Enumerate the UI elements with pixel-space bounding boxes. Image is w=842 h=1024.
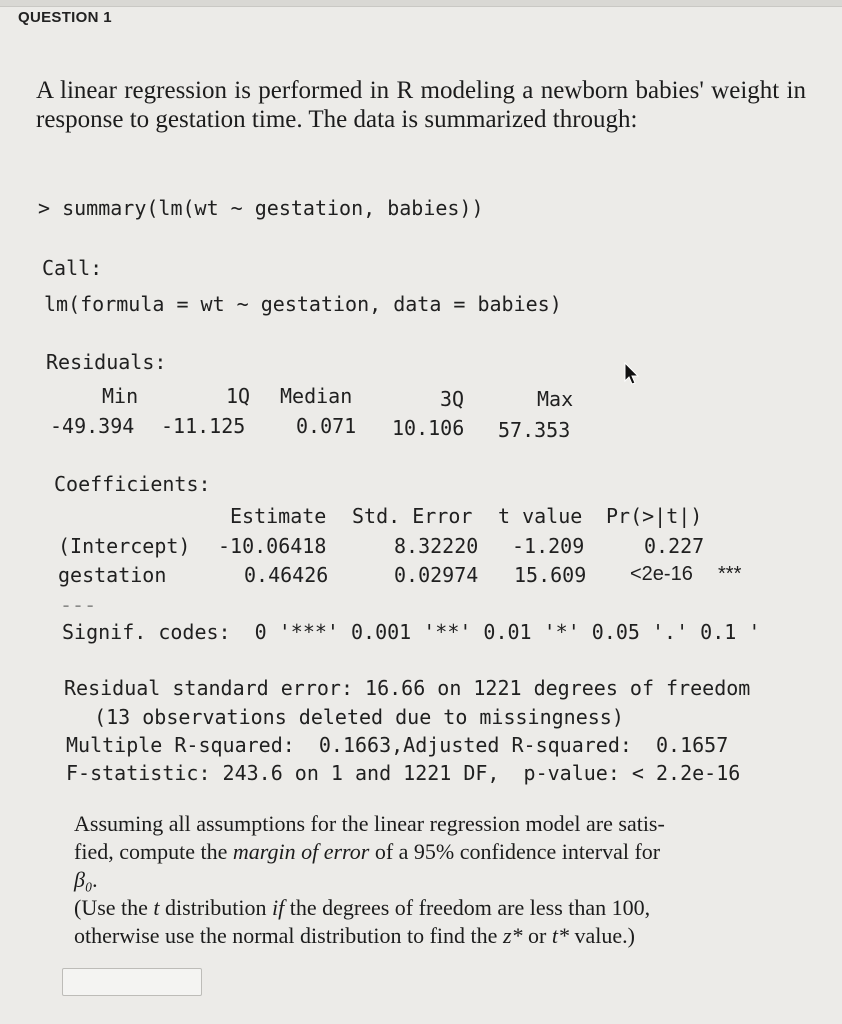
residuals-header: 3Q [440, 387, 465, 411]
r-squared: Multiple R-squared: 0.1663,Adjusted R-squared: 0.1657 [66, 733, 729, 757]
call-label: Call: [42, 256, 103, 280]
coef-std-error: 8.32220 [394, 534, 479, 558]
coefficients-label: Coefficients: [54, 472, 211, 496]
residuals-header: Min [102, 384, 139, 408]
prompt-emphasis: if [272, 895, 285, 920]
coef-row-name: (Intercept) [58, 534, 191, 558]
prompt-line [74, 838, 794, 866]
coef-header: t value [498, 504, 583, 528]
coef-estimate: -10.06418 [218, 534, 327, 558]
residuals-label: Residuals: [46, 350, 167, 374]
prompt-line [74, 922, 794, 950]
residual-value: -11.125 [161, 414, 246, 438]
question-intro: A linear regression is performed in R modeling a newborn babies' weight in response to gestation time. The data is summarized through: [36, 77, 806, 133]
prompt-emphasis: t* [551, 923, 569, 948]
prompt-emphasis: t [153, 895, 160, 920]
call-formula: lm(formula = wt ~ gestation, data = babies) [44, 292, 562, 316]
prompt-line [74, 810, 794, 838]
prompt-text: fied, compute the [74, 839, 233, 864]
residuals-header: Max [537, 387, 574, 411]
residual-value: 57.353 [498, 418, 571, 442]
prompt-line [74, 866, 794, 894]
question-prompt [74, 810, 794, 950]
coef-t-value: 15.609 [514, 563, 587, 587]
residual-value: 10.106 [392, 416, 465, 440]
f-statistic: F-statistic: 243.6 on 1 and 1221 DF, p-value: < 2.2e-16 [66, 761, 741, 785]
observations-deleted: (13 observations deleted due to missingness) [70, 705, 624, 729]
residual-standard-error: Residual standard error: 16.66 on 1221 degrees of freedom [64, 676, 751, 700]
prompt-text: or [522, 923, 552, 948]
question-header: QUESTION 1 [18, 9, 112, 26]
prompt-text: (Use the [74, 895, 154, 920]
prompt-text: the degrees of freedom are less than 100, [284, 895, 651, 920]
separator: --- [60, 593, 97, 617]
coef-p-value: <2e-16 [630, 563, 693, 585]
coef-estimate: 0.46426 [244, 563, 329, 587]
prompt-text: of a 95% confidence interval for [369, 839, 661, 864]
prompt-text: otherwise use the normal distribution to find the [74, 923, 503, 948]
signif-codes: Signif. codes: 0 '***' 0.001 '**' 0.01 '*' 0.05 '.' 0.1 ' [62, 620, 761, 644]
prompt-line [74, 894, 794, 922]
prompt-text: Assuming all assumptions for the linear regression model are satis- [74, 811, 665, 836]
coef-p-value: 0.227 [644, 534, 705, 558]
coef-row-name: gestation [58, 563, 167, 587]
coef-header: Std. Error [352, 504, 473, 528]
prompt-text: value.) [568, 923, 635, 948]
r-command: > summary(lm(wt ~ gestation, babies)) [38, 196, 484, 220]
residuals-header: 1Q [226, 384, 251, 408]
prompt-emphasis: margin of error [232, 839, 370, 864]
prompt-emphasis: z* [502, 923, 523, 948]
coef-signif: *** [718, 563, 742, 585]
prompt-text: distribution [159, 895, 272, 920]
residuals-header: Median [280, 384, 353, 408]
top-divider [0, 0, 842, 7]
residual-value: 0.071 [296, 414, 357, 438]
coef-t-value: -1.209 [512, 534, 585, 558]
coef-header: Pr(>|t|) [606, 504, 703, 528]
answer-input[interactable] [62, 968, 202, 996]
residual-value: -49.394 [50, 414, 135, 438]
beta-zero: β₀. [74, 867, 99, 892]
coef-std-error: 0.02974 [394, 563, 479, 587]
coef-header: Estimate [230, 504, 327, 528]
mouse-pointer-icon [624, 362, 640, 391]
